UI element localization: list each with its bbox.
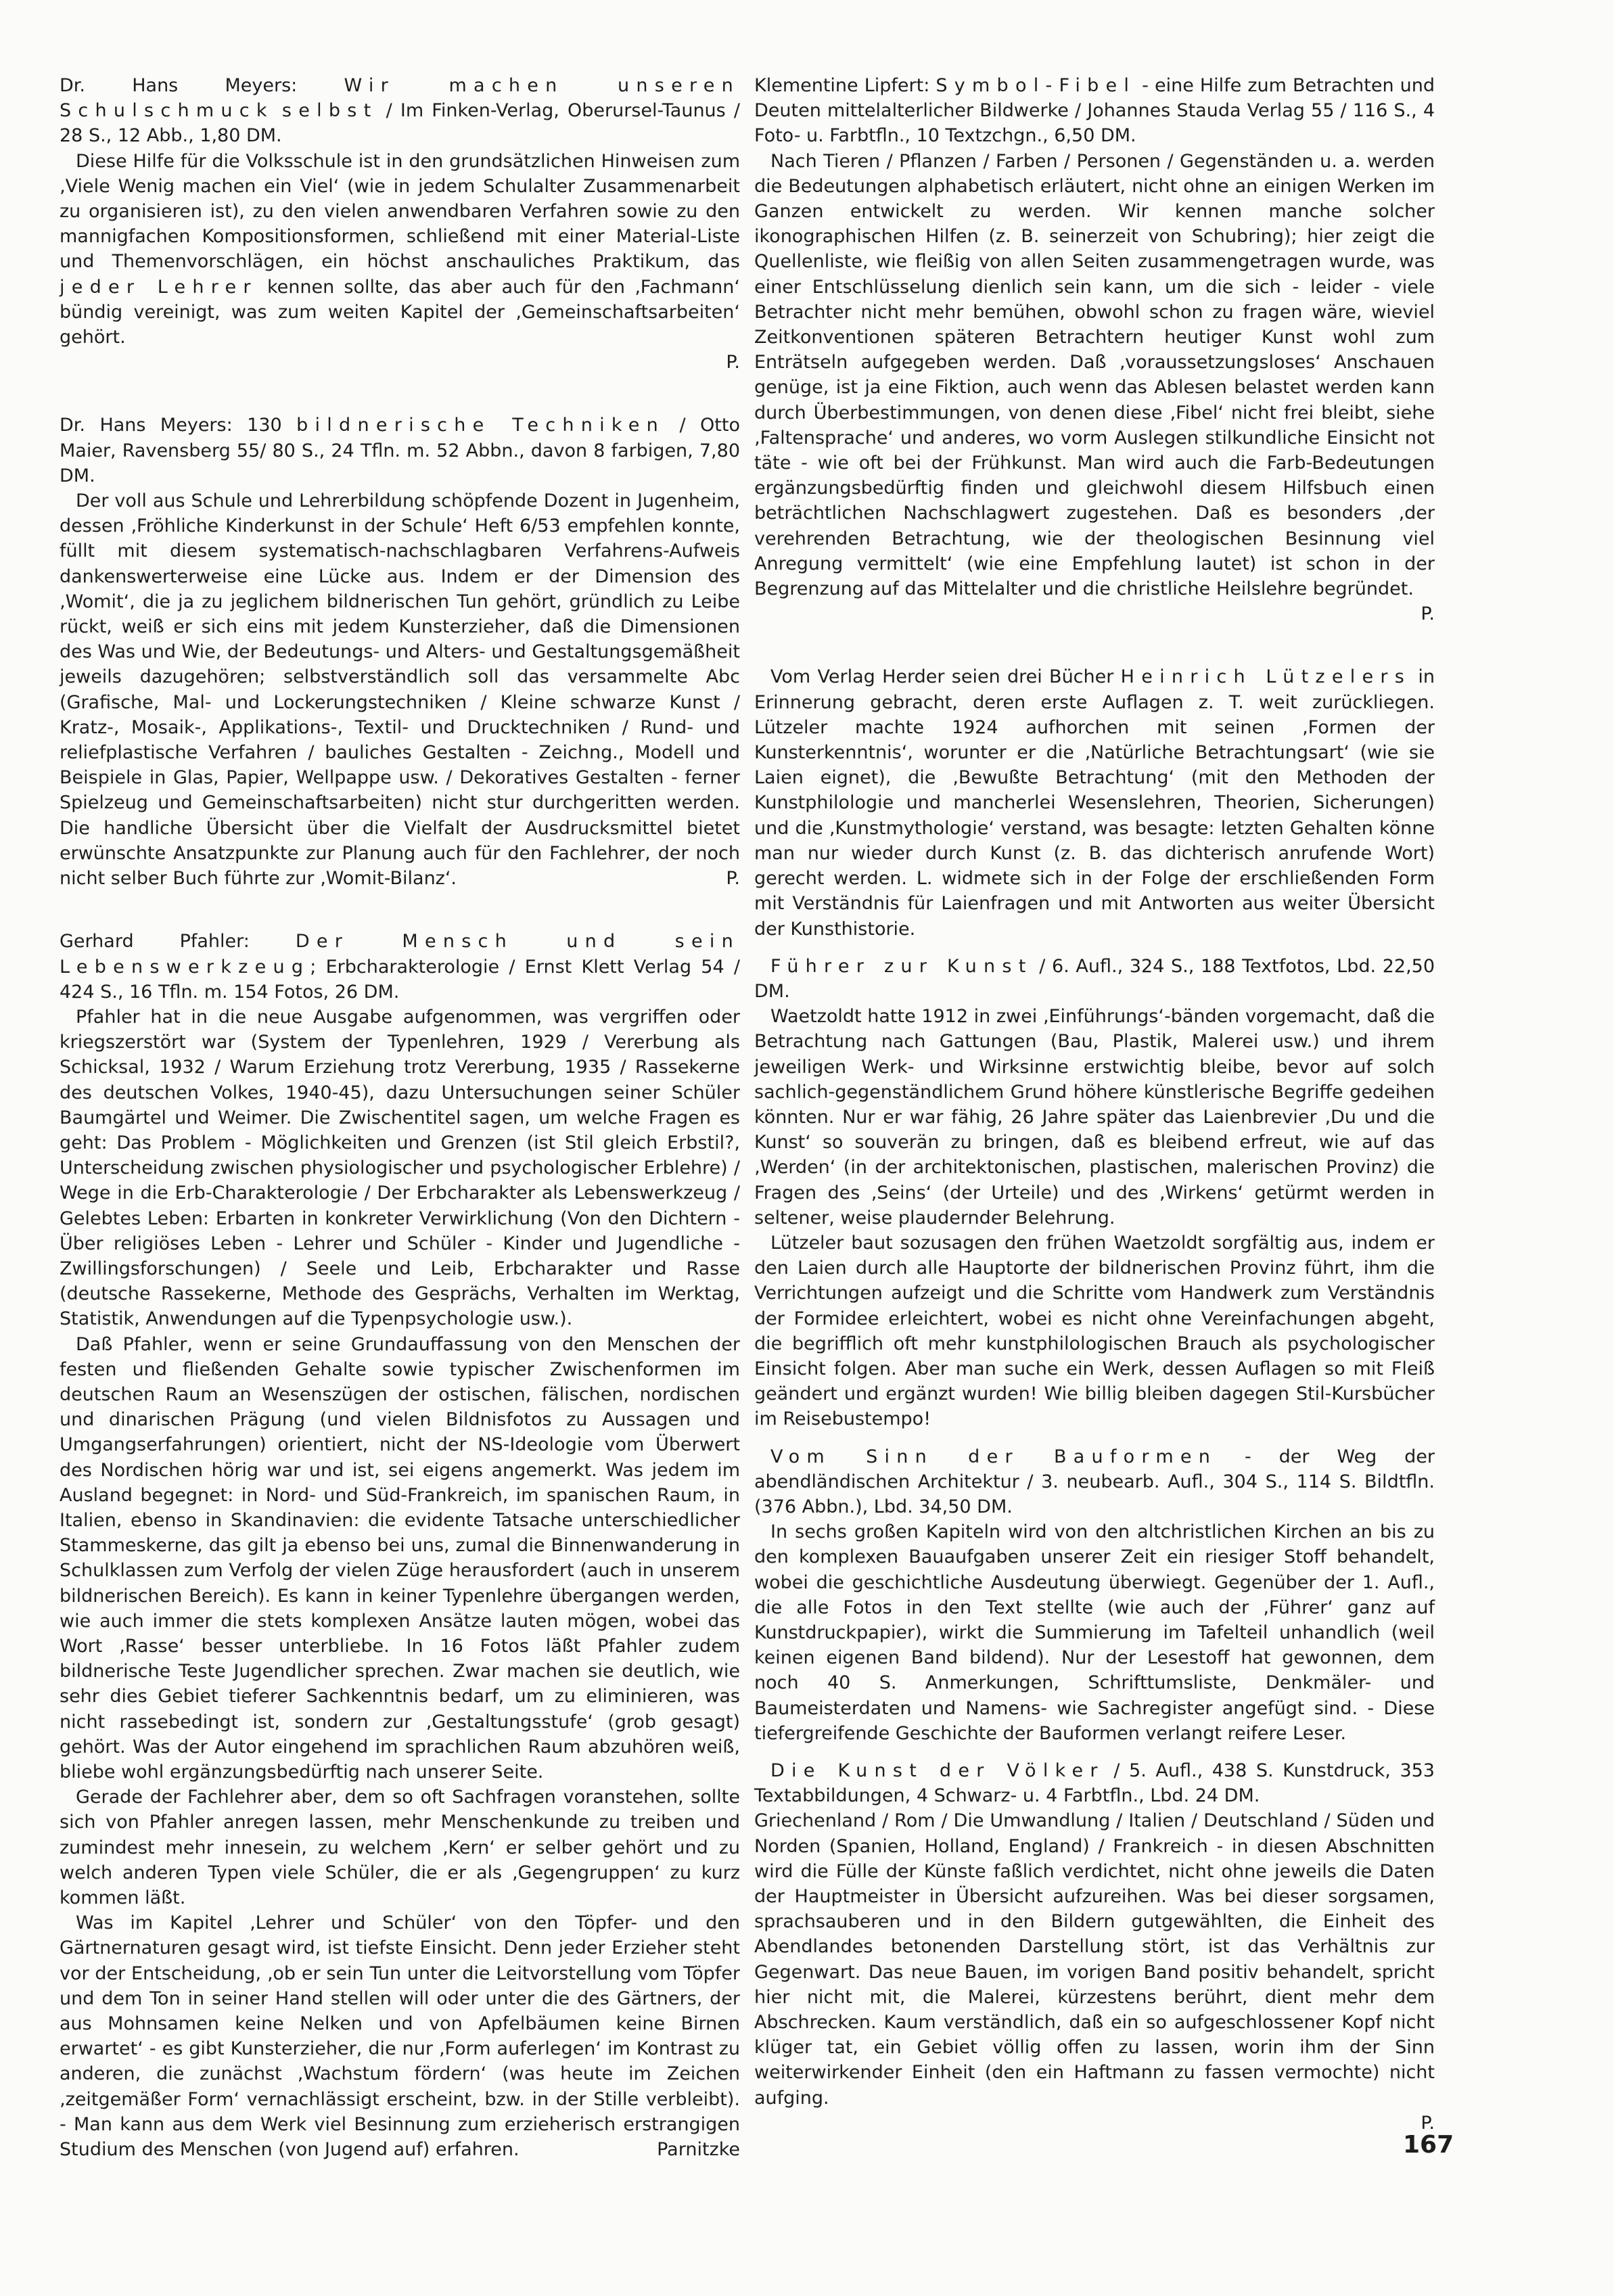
review-paragraph: In sechs großen Kapiteln wird von den altchristlichen Kirchen an bis zu den komplexen Bauaufgaben unserer Zeit ein riesiger Stoff behandelt, wobei die geschichtliche Ausdeutung überwiegt. Gegenüber der 1. Aufl., die alle Fotos in den Text stellte (wie auch der ‚Führer‘ ganz auf Kunstdruckpapier), wirkt die Summierung im Tafelteil unhandlich (weil keinen eigenen Band bildend). Nur der Lesestoff hat gewonnen, dem noch 40 S. Anmerkungen, Schrifttumsliste, Denkmäler- und Baumeisterdaten und Namens- wie Sachregister angefügt sind. - Diese tiefergreifende Geschichte der Bauformen verlangt reifere Leser. [754, 1521, 1435, 1744]
reviewer-signature: P. [1421, 603, 1435, 625]
book-title: Vom Sinn der Bauformen [770, 1446, 1218, 1467]
reviewer-signature: P. [1421, 2112, 1435, 2134]
book-title: Die Kunst der Völker [770, 1760, 1105, 1781]
review-herder-intro [754, 664, 1435, 941]
review-paragraph: Pfahler hat in die neue Ausgabe aufgenommen, was vergriffen oder kriegszerstört war (System der Typenlehren, 1929 / Vererbung als Schicksal, 1932 / Warum Erziehung trotz Vererbung, 1935 / Rassekerne des deutschen Volkes, 1940-45), dazu Untersuchungen seiner Schüler Baumgärtel und Weimer. Die Zwischentitel sagen, um welche Fragen es geht: Das Problem - Möglichkeiten und Grenzen (ist Stil gleich Erbstil?, Unterscheidung zwischen physiologischer und psychologischer Erblehre) / Wege in die Erb-Charakterologie / Der Erbcharakter als Lebenswerkzeug / Gelebtes Leben: Erbarten in konkreter Verwirklichung (Von den Dichtern - Über religiöses Leben - Lehrer und Schüler - Kinder und Jugendliche - Zwillingsforschungen) / Seele und Leib, Erbcharakter und Rasse (deutsche Rassekerne, Methode des Gesprächs, Verhalten im Werktag, Statistik, Anwendungen auf die Typenpsychologie usw.). [60, 1006, 740, 1330]
reviewer-signature: P. [726, 868, 740, 890]
author: Dr. Hans Meyers: [60, 75, 298, 96]
review-lipfert [754, 73, 1435, 626]
review-paragraph: Griechenland / Rom / Die Umwandlung / Italien / Deutschland / Süden und Norden (Spanien, Holland, England) / Frankreich - in diesen Abschnitten wird die Fülle der Künste faßlich verdichtet, nicht ohne jeweils die Daten der Hauptmeister in Übersicht aufzureihen. Was bei dieser sorgsamen, sprachsauberen und in den Bildern gutgewählten, die Einheit des Abendlandes betonenden Darstellung stört, ist das Verhältnis zur Gegenwart. Das neue Bauen, im vorigen Band positiv behandelt, spricht hier nicht mit, die Malerei, kürzestens berührt, dient mehr dem Abschrecken. Kaum verständlich, daß ein so aufgeschlossener Kopf nicht klüger tat, ein Gebiet völlig offen zu lassen, worin ihm der Sinn weiterwirkender Einheit (den ein Haftmann zu fassen vermochte) nicht aufging. [754, 1810, 1435, 2109]
bibliographic-heading [754, 954, 1435, 1004]
book-title: bildnerische Techniken [296, 415, 666, 436]
review-meyers-schulschmuck [60, 73, 740, 375]
review-paragraph: Daß Pfahler, wenn er seine Grundauffassung von den Menschen der festen und fließenden Gehalte sowie typischer Zwischenformen im deutschen Raum an Wesenszügen der ostischen, fälischen, nordischen und dinarischen Prägung (und vielen Bildnisfotos zu Aussagen und Umgangserfahrungen) orientiert, nicht der NS-Ideologie vom Überwert des Nordischen hörig war und ist, sei eigens angemerkt. Was jedem im Ausland begegnet: in Nord- und Süd-Frankreich, im spanischen Raum, in Italien, ebenso in Skandinavien: die evidente Tatsache unterschiedlicher Stammeskerne, das gilt ja ebenso bei uns, zumal die Binnenwanderung in Schulklassen zum Verfolg der vielen Züge herausfordert (auch in unserem bildnerischen Bereich). Es kann in keiner Typenlehre übergangen werden, wie auch immer die stets komplexen Ansätze lauten mögen, wobei das Wort ‚Rasse‘ besser unterbliebe. In 16 Fotos läßt Pfahler zudem bildnerische Teste Jugendlicher sprechen. Zwar machen sie deutlich, wie sehr dies Gebiet tieferer Sachkenntnis bedarf, um zu eliminieren, was nicht rassebedingt ist, sondern zur ‚Gestaltungsstufe‘ (grob gesagt) gehört. Was der Autor eingehend im sprachlichen Raum abzuhören weiß, bliebe wohl ergänzungsbedürftig nach unserer Seite. [60, 1333, 740, 1783]
page-number: 167 [1403, 2131, 1454, 2159]
review-pfahler [60, 929, 740, 2162]
author: Dr. Hans Meyers: 130 [60, 415, 297, 436]
bibliographic-heading [754, 73, 1435, 149]
publication-info: - der Weg der abendländischen Architektur / 3. neubearb. Aufl., 304 S., 114 S. Bildtfln. (376 Abbn.), Lbd. 34,50 DM. [754, 1446, 1435, 1517]
publication-info: / 6. Aufl., 324 S., 188 Textfotos, Lbd. 22,50 DM. [754, 955, 1435, 1002]
review-paragraph: Was im Kapitel ‚Lehrer und Schüler‘ von den Töpfer- und den Gärtnernaturen gesagt wird, ist tiefste Einsicht. Denn jeder Erzieher steht vor der Entscheidung, ‚ob er sein Tun unter die Leitvorstellung vom Töpfer und dem Ton in seiner Hand stellen will oder unter die des Gärtners, der aus Mohnsamen keine Nelken und von Apfelbäumen keine Birnen erwartet‘ - es gibt Kunsterzieher, die nur ‚Form auferlegen‘ im Kontrast zu anderen, die zunächst ‚Wachstum fördern‘ (was heute im Zeichen ‚zeitgemäßer Form‘ vernachlässigt erscheint, bzw. in der Stille verbleibt). - Man kann aus dem Werk viel Besinnung zum erzieherisch erstrangigen Studium des Menschen (von Jugend auf) erfahren. Parnitzke [60, 1910, 740, 2162]
publication-info: / Im Finken-Verlag, Oberursel-Taunus / 28 S., 12 Abb., 1,80 DM. [60, 100, 740, 147]
book-title: Der Mensch und sein Lebenswerkzeug [60, 931, 740, 978]
bibliographic-heading [754, 1758, 1435, 1808]
book-title-cont: selbst [281, 100, 378, 122]
review-paragraph: Vom Verlag Herder seien drei Bücher Heinrich Lützelers in Erinnerung gebracht, deren erste Auflagen z. T. weit zurückliegen. Lützeler machte 1924 aufhorchen mit seinen ‚Formen der Kunsterkenntnis‘, worunter er die ‚Natürliche Betrachtungsart‘ (wie sie Laien eignet), die ‚Bewußte Betrachtung‘ (mit den Methoden der Kunstphilologie und mancherlei Wesenslehren, Theorien, Sicherungen) und die ‚Kunstmythologie‘ verstand, was besagte: letzten Gehalten könne man nur wieder durch Kunst (z. B. das dichterisch anrufende Wort) gerecht werden. L. widmete sich in der Folge der erschließenden Form mit Verständnis für Laienfragen und mit Antworten aus weiter Übersicht der Kunsthistorie. [754, 666, 1435, 940]
reviewer-signature: P. [726, 352, 740, 373]
author: Klementine Lipfert: [754, 75, 930, 96]
book-title: Symbol-Fibel [936, 75, 1136, 96]
review-meyers-techniken [60, 413, 740, 891]
bibliographic-heading [60, 929, 740, 1005]
review-paragraph: Gerade der Fachlehrer aber, dem so oft Sachfragen voranstehen, sollte sich von Pfahler anregen lassen, mehr Menschenkunde zu treiben und zumindest mehr innesein, zu welchem ‚Kern‘ er selber gehört und zu welch anderen Typen viele Schüler, die er als ‚Gegengruppen‘ zu kurz kommen läßt. [60, 1787, 740, 1909]
review-paragraph: Der voll aus Schule und Lehrerbildung schöpfende Dozent in Jugenheim, dessen ‚Fröhliche Kinderkunst in der Schule‘ Heft 6/53 empfehlen konnte, füllt mit diesem systematisch-nachschlagbaren Verfahrens-Aufweis dankenswerterweise eine Lücke aus. Indem er der Dimension des ‚Womit‘, die ja zu jeglichem bildnerischen Tun gehört, gründlich zu Leibe rückt, weiß er sich eins mit jedem Kunsterzieher, daß die Dimensionen des Was und Wie, der Bedeutungs- und Alters- und Gestaltungsgemäßheit jeweils dazugehören; selbstverständlich soll das versammelte Abc (Grafische, Mal- und Lockerungstechniken / Kleine schwarze Kunst / Kratz-, Mosaik-, Applikations-, Textil- und Drucktechniken / Rund- und reliefplastische Verfahren / bauliches Gestalten - Zeichng., Modell und Beispiele in Glas, Papier, Wellpappe usw. / Dekoratives Gestalten - ferner Spielzeug und Gemeinschaftsarbeiten) nicht stur durchgeritten werden. Die handliche Übersicht über die Vielfalt der Ausdrucksmittel bietet erwünschte Ansatzpunkte zur Planung auch für den Fachlehrer, der noch nicht selber Buch führte zur ‚Womit-Bilanz‘. P. [60, 488, 740, 891]
bibliographic-heading [60, 73, 740, 149]
bibliographic-heading [754, 1444, 1435, 1520]
publication-info: - eine Hilfe zum Betrachten und Deuten mittelalterlicher Bildwerke / Johannes Stauda Verlag 55 / 116 S., 4 Foto- u. Farbtfln., 10 Textzchgn., 6,50 DM. [754, 75, 1435, 147]
review-paragraph: Nach Tieren / Pflanzen / Farben / Personen / Gegenständen u. a. werden die Bedeutungen alphabetisch erläutert, nicht ohne an einigen Werken im Ganzen entwickelt zu werden. Wir kennen manche solcher ikonographischen Hilfen (z. B. seinerzeit von Schubring); hier zeigt die Quellenliste, wie fleißig von allen Seiten zusammengetragen wurde, was einer Entschlüsselung dienlich sein kann, um die sich - leider - viele Betrachter nicht mehr bemühen, obwohl schon zu fragen wäre, wieviel Zeitkonventionen späteren Betrachtern heutiger Kunst wohl zum Enträtseln aufgegeben werden. Daß ‚voraussetzungsloses‘ Anschauen genüge, ist ja eine Fiktion, auch wenn das Ablesen belastet werden kann durch Überbestimmungen, von denen diese ‚Fibel‘ nicht frei bleibt, siehe ‚Faltensprache‘ und anderes, wo vorm Auslegen stilkundliche Einsicht not täte - wie oft bei der Frühkunst. Man wird auch die Farb-Bedeutungen ergänzungsbedürftig finden und gleichwohl diesem Hilfsbuch einen beträchtlichen Nachschlagwert zugestehen. Daß es besonders ‚der verehrenden Betrachtung, wie der theologischen Besinnung viel Anregung vermittelt‘ (wie eine Empfehlung lautet) ist schon in der Begrenzung auf das Mittelalter und die christliche Heilslehre begründet. [754, 150, 1435, 600]
publication-info: / 5. Aufl., 438 S. Kunstdruck, 353 Textabbildungen, 4 Schwarz- u. 4 Farbtfln., Lbd. 24 DM. [754, 1760, 1435, 1807]
emphasis: jeder Lehrer [60, 276, 258, 298]
book-title: Führer zur Kunst [770, 955, 1033, 977]
reviewer-signature: Parnitzke [657, 2139, 740, 2161]
review-paragraph: Lützeler baut sozusagen den frühen Waetzoldt sorgfältig aus, indem er den Laien durch alle Hauptorte der bildnerischen Provinz führt, ihm die Verrichtungen aufzeigt und die Schritte vom Handwerk zum Verständnis der Formidee erleichtert, wobei es nicht ohne Vereinfachungen abgeht, die begrifflich oft mehr kunstphilologischen Brauch als psychologischer Einsicht folgen. Aber man suche ein Werk, dessen Auflagen so mit Fleiß geändert und ergänzt wurden! Wie billig bleiben dagegen Stil-Kursbücher im Reisebustempo! [754, 1232, 1435, 1430]
review-paragraph: Diese Hilfe für die Volksschule ist in den grundsätzlichen Hinweisen zum ‚Viele Wenig machen ein Viel‘ (wie in jedem Schulalter Zusammenarbeit zu organisieren ist), zu den vielen anwendbaren Verfahren sowie zu den mannigfachen Kompositionsformen, schließend mit einer Material-Liste und Themenvorschlägen, ein höchst anschauliches Praktikum, das jeder Lehrer kennen sollte, das aber auch für den ‚Fachmann‘ bündig vereinigt, was zum weiten Kapitel der ‚Gemeinschaftsarbeiten‘ gehört. [60, 150, 740, 348]
publication-info: / Otto Maier, Ravensberg 55/ 80 S., 24 Tfln. m. 52 Abbn., davon 8 farbigen, 7,80 DM. [60, 415, 740, 486]
right-column [754, 73, 1435, 2136]
review-bauformen [754, 1444, 1435, 1746]
person-name: Heinrich Lützelers [1120, 666, 1412, 688]
book-title: Wir machen unseren Schulschmuck [60, 75, 740, 122]
left-column [60, 73, 740, 2162]
bibliographic-heading [60, 413, 740, 488]
review-paragraph: Waetzoldt hatte 1912 in zwei ‚Einführungs‘-bänden vorgemacht, daß die Betrachtung nach Gattungen (Bau, Plastik, Malerei usw.) und ihrem jeweiligen Werk- und Wirksinne erstwichtig bleibe, bevor auf solch sachlich-gegenständlichem Grund höhere künstlerische Begriffe gedeihen könnten. Nur er war fähig, 26 Jahre später das Laienbrevier ‚Du und die Kunst‘ so souverän zu bringen, daß es bleibend erfreut, wie auf das ‚Werden‘ (in der architektonischen, plastischen, malerischen Provinz) die Fragen des ‚Seins‘ (der Urteile) und des ‚Wirkens‘ getürmt werden in seltener, weise plaudernder Belehrung. [754, 1006, 1435, 1229]
review-fuehrer-zur-kunst [754, 954, 1435, 1432]
review-kunst-der-voelker [754, 1758, 1435, 2136]
publication-info: ; Erbcharakterologie / Ernst Klett Verlag 54 / 424 S., 16 Tfln. m. 154 Fotos, 26 DM. [60, 956, 740, 1003]
author: Gerhard Pfahler: [60, 931, 250, 952]
